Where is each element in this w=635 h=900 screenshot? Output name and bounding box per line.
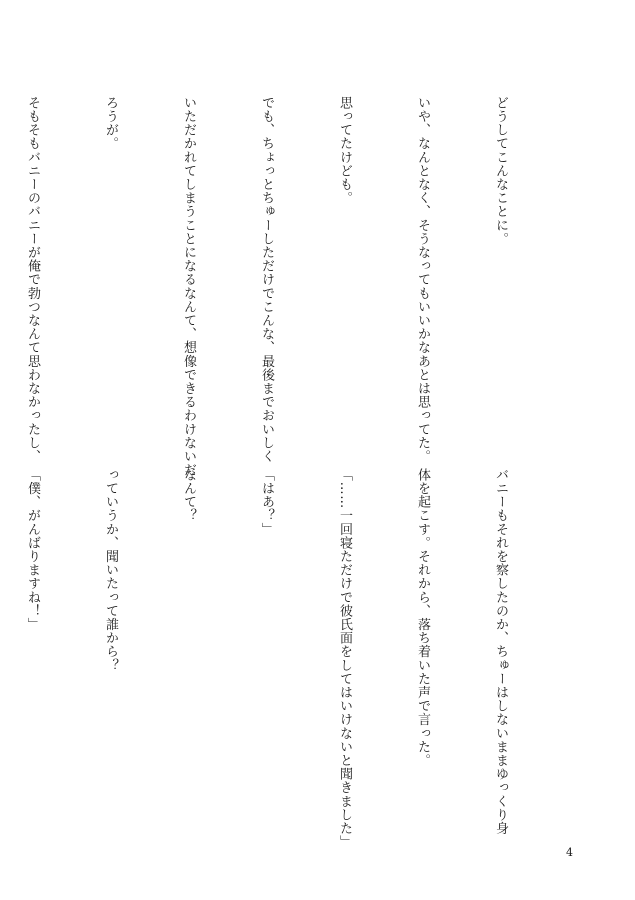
text-line: いただかれてしまうことになるなんて、想像できるわけないだ <box>181 96 196 477</box>
lower-text-block <box>0 468 565 849</box>
text-line: 「僕、がんばりますね！」 <box>25 468 40 632</box>
text-line: 体を起こす。それから、落ち着いた声で言った。 <box>415 468 430 768</box>
text-line: そもそもバニーのバニーが俺で勃つなんて思わなかったし、 <box>25 96 40 464</box>
page-number: 4 <box>566 846 573 859</box>
text-line: 「はあ？」 <box>259 468 274 536</box>
text-line: バニーもそれを察したのか、ちゅーはしないままゆっくり身 <box>493 468 508 836</box>
text-line: 思ってたけども。 <box>337 96 352 205</box>
text-line: なんて？ <box>181 468 196 523</box>
text-line: いや、なんとなく、そうなってもいいかなあとは思ってた。 <box>415 96 430 464</box>
upper-text-block <box>0 96 565 477</box>
text-line: 「……一回寝ただけで彼氏面をしてはいけないと聞きました」 <box>337 468 352 849</box>
text-line: っていうか、聞いたって誰から？ <box>103 468 118 672</box>
text-line: どうしてこんなことに。 <box>493 96 508 246</box>
text-line: でも、ちょっとちゅーしただけでこんな、最後までおいしく <box>259 96 274 464</box>
text-line: ろうが。 <box>103 96 118 151</box>
